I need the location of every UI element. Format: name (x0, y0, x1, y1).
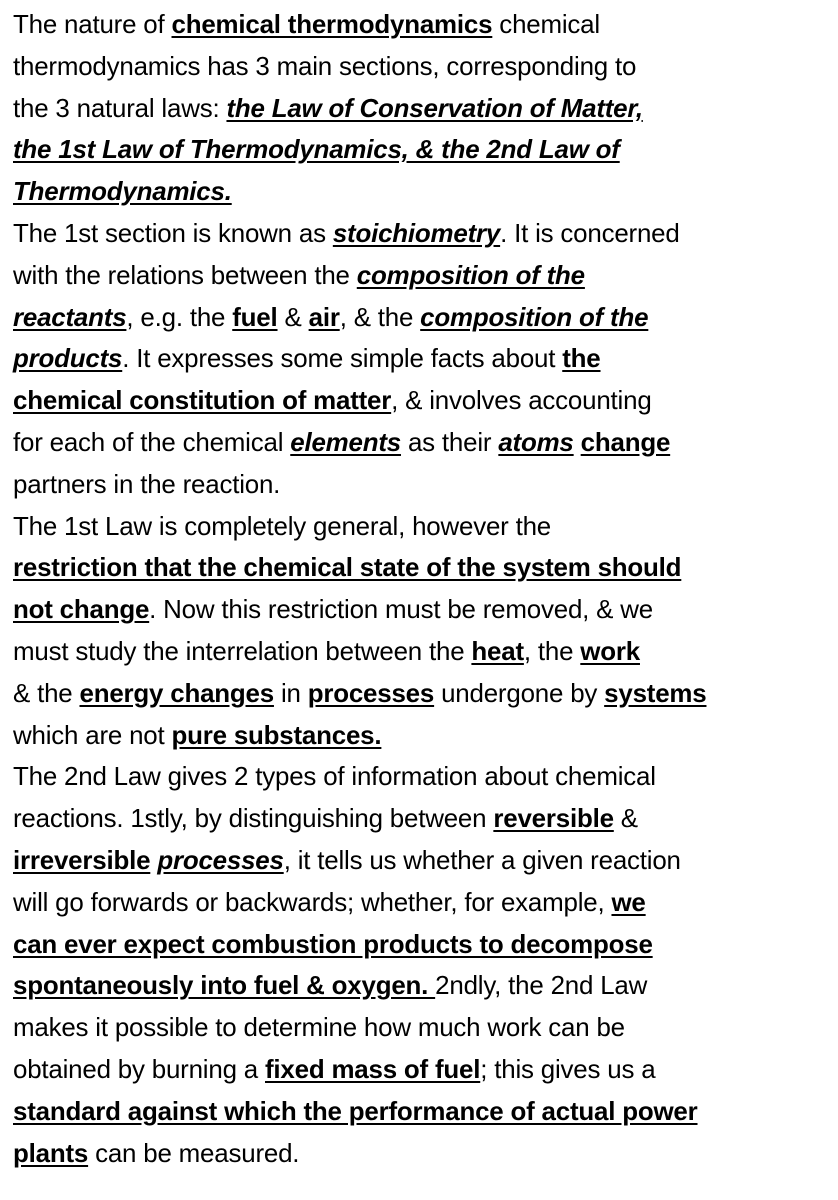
text-run (574, 427, 581, 457)
text-line (13, 506, 835, 548)
text-line (13, 547, 835, 589)
emphasized-term: heat (471, 635, 524, 666)
emphasized-term: not change (13, 594, 150, 625)
text-run: . Now this restriction must be removed, & we (149, 594, 653, 625)
text-run: partners in the reaction. (13, 468, 281, 499)
paragraph (13, 213, 838, 506)
text-line (13, 129, 835, 171)
text-line (13, 673, 835, 715)
emphasized-term: composition of the (356, 259, 585, 290)
text-run: & (613, 803, 638, 834)
text-run: undergone by (434, 677, 605, 708)
text-run: . It expresses some simple facts about (122, 343, 563, 374)
text-run: ; this gives us a (480, 1053, 656, 1084)
text-line (13, 924, 835, 966)
emphasized-term: spontaneously into fuel & oxygen. (13, 970, 436, 1001)
emphasized-term: chemical constitution of matter (13, 385, 392, 416)
text-line (13, 4, 835, 46)
text-line (13, 422, 835, 464)
emphasized-term: standard against which the performance of actual power (13, 1095, 698, 1126)
emphasized-term: the 1st Law of Thermodynamics, & the 2nd Law of (13, 134, 620, 165)
text-line (13, 1133, 835, 1175)
text-run: The nature of (13, 9, 172, 39)
text-run: , the (523, 635, 581, 666)
text-run: must study the interrelation between the (13, 635, 472, 666)
emphasized-term: irreversible (13, 844, 151, 875)
text-run: , & the (339, 301, 421, 332)
emphasized-term: chemical thermodynamics (171, 9, 493, 39)
emphasized-term: reactants (13, 301, 127, 332)
text-line (13, 631, 835, 673)
emphasized-term: reversible (493, 803, 614, 834)
paragraph (13, 756, 838, 1174)
text-line (13, 840, 835, 882)
text-run: as their (400, 426, 499, 457)
text-line (13, 756, 835, 798)
text-line (13, 965, 835, 1007)
text-line (13, 798, 835, 840)
emphasized-term: Thermodynamics. (13, 176, 232, 207)
text-run: the 3 natural laws: (13, 92, 227, 123)
text-line (13, 380, 835, 422)
text-run: obtained by burning a (13, 1053, 266, 1084)
text-line (13, 1007, 835, 1049)
emphasized-term: change (580, 426, 671, 457)
text-run: thermodynamics has 3 main sections, corresponding to (13, 50, 637, 81)
emphasized-term: we (611, 886, 646, 917)
text-line (13, 1049, 835, 1091)
text-line (13, 213, 835, 255)
emphasized-term: the (562, 343, 601, 374)
text-line (13, 1091, 835, 1133)
text-run: which are not (13, 719, 172, 750)
text-line (13, 46, 835, 88)
text-run: in (273, 677, 308, 708)
emphasized-term: processes (157, 844, 284, 875)
emphasized-term: composition of the (420, 301, 649, 332)
text-run: with the relations between the (13, 259, 357, 290)
emphasized-term: air (308, 301, 340, 332)
text-run: . It is concerned (500, 217, 680, 248)
emphasized-term: systems (604, 677, 707, 708)
text-run: chemical (492, 9, 600, 39)
text-run: & (277, 301, 309, 332)
text-run: & the (13, 677, 80, 708)
emphasized-term: elements (290, 426, 401, 457)
text-line (13, 338, 835, 380)
paragraph (13, 506, 838, 757)
text-run: The 2nd Law gives 2 types of information about chemical (13, 761, 656, 792)
text-run (150, 845, 157, 875)
text-line (13, 715, 835, 757)
document-page (13, 0, 838, 1174)
emphasized-term: products (13, 343, 123, 374)
emphasized-term: fuel (232, 301, 278, 332)
emphasized-term: stoichiometry (332, 217, 501, 248)
text-line (13, 88, 835, 130)
emphasized-term: processes (307, 677, 435, 708)
text-line (13, 297, 835, 339)
text-line (13, 255, 835, 297)
text-run: reactions. 1stly, by distinguishing between (13, 803, 494, 834)
paragraph (13, 4, 838, 213)
text-line (13, 589, 835, 631)
text-run: The 1st Law is completely general, however the (13, 510, 552, 541)
text-run: can be measured. (88, 1137, 300, 1168)
text-run: for each of the chemical (13, 426, 291, 457)
emphasized-term: plants (13, 1137, 89, 1168)
text-line (13, 464, 835, 506)
emphasized-term: can ever expect combustion products to decompose (13, 928, 653, 959)
emphasized-term: the Law of Conservation of Matter, (226, 92, 643, 123)
emphasized-term: restriction that the chemical state of the system should (13, 552, 682, 583)
text-line (13, 882, 835, 924)
emphasized-term: energy changes (79, 677, 274, 708)
text-run: 2ndly, the 2nd Law (435, 970, 648, 1001)
text-run: makes it possible to determine how much work can be (13, 1012, 625, 1043)
text-line (13, 171, 835, 213)
emphasized-term: fixed mass of fuel (265, 1053, 481, 1084)
emphasized-term: work (580, 635, 640, 666)
text-run: will go forwards or backwards; whether, for example, (13, 886, 612, 917)
emphasized-term: atoms (498, 426, 574, 457)
text-run: The 1st section is known as (13, 217, 333, 248)
emphasized-term: pure substances. (171, 719, 382, 750)
text-run: , e.g. the (126, 301, 233, 332)
text-run: , it tells us whether a given reaction (283, 844, 681, 875)
text-run: , & involves accounting (391, 385, 652, 416)
